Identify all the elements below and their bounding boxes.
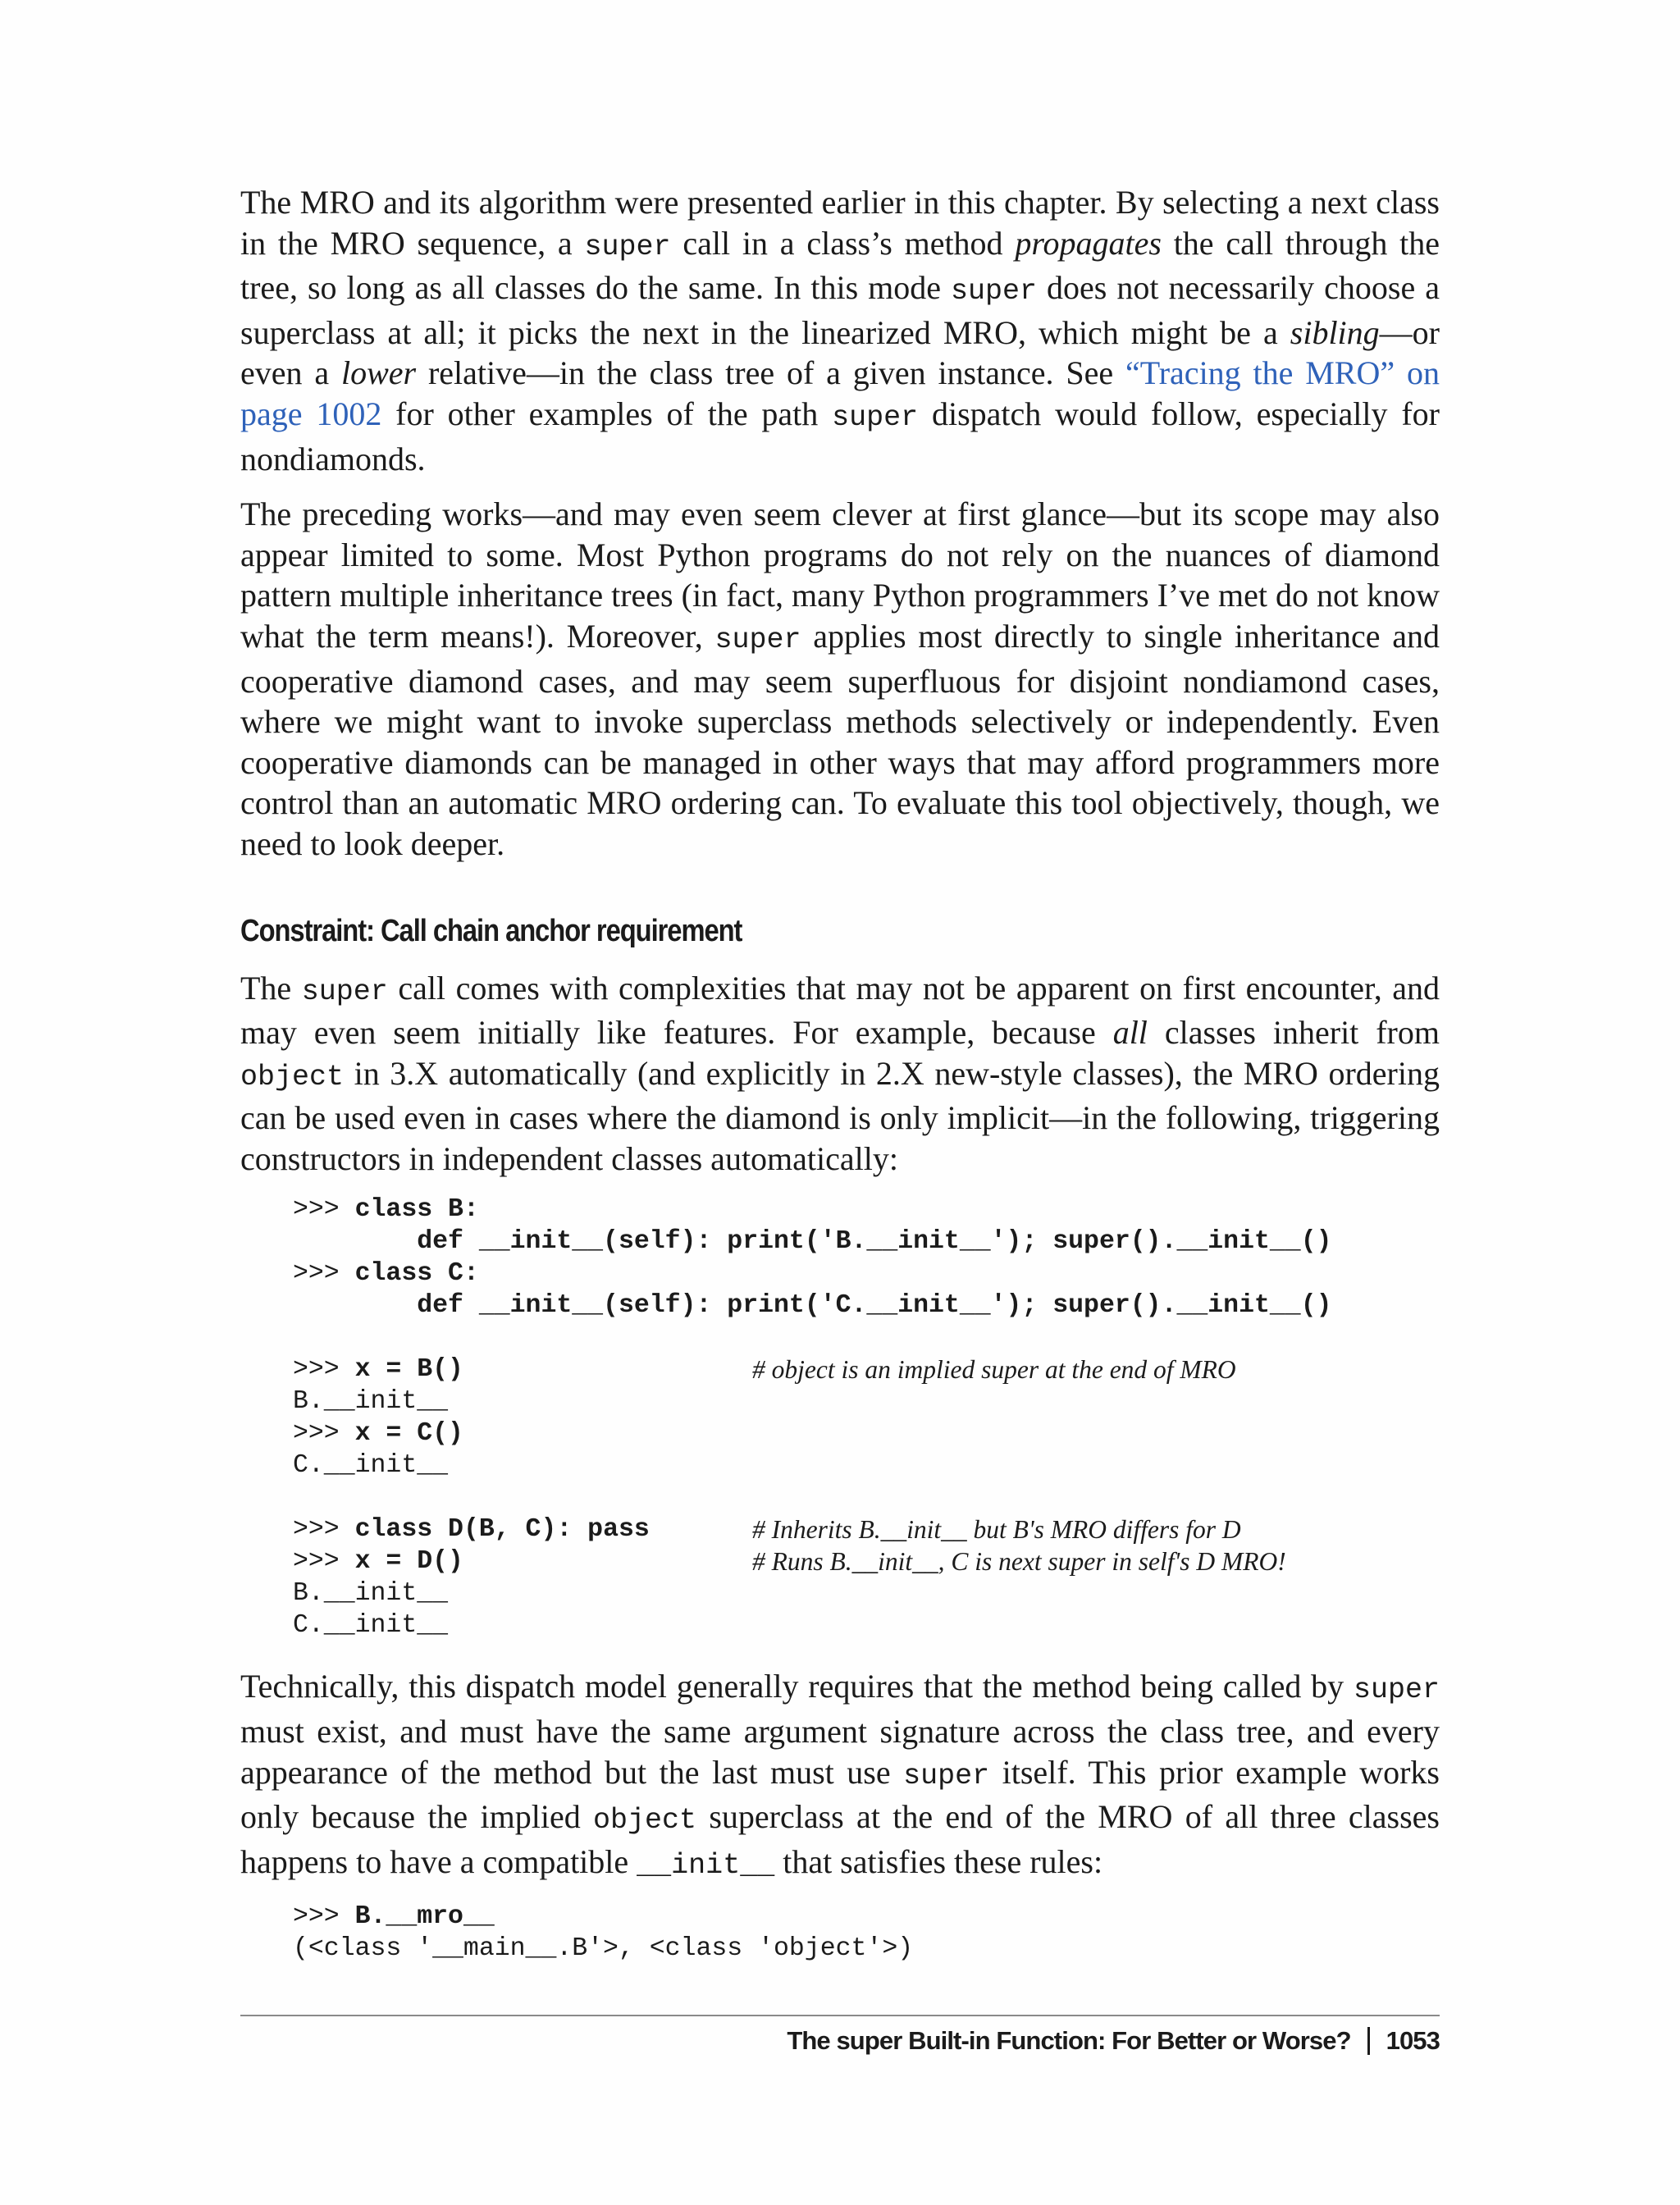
code-line: >>> x = B() # object is an implied super at the end of MRO <box>293 1355 1236 1385</box>
code-example-mro <box>240 1901 1440 1965</box>
inline-code: super <box>951 275 1038 308</box>
code-line: def __init__(self): print('B.__init__'); super().__init__() <box>293 1227 1332 1257</box>
code-output-line: C.__init__ <box>293 1451 449 1481</box>
text-run: the call through the tree, so long as all classes do the same. In this mode <box>240 224 1440 307</box>
code-output-line: (<class '__main__.B'>, <class 'object'>) <box>293 1934 914 1964</box>
emphasis: all <box>1112 1014 1148 1052</box>
emphasis: propagates <box>1015 224 1162 262</box>
footer-divider <box>240 2015 1440 2016</box>
code-output-line: B.__init__ <box>293 1579 449 1609</box>
code-example-constructors <box>240 1194 1440 1641</box>
paragraph-mro-algorithm <box>240 182 1440 479</box>
text-run: superclass at the end of the MRO of all three classes happens to have a compatible <box>240 1798 1440 1880</box>
text-run: must exist, and must have the same argument signature across the class tree, and every appearance of the method but the last must use <box>240 1713 1440 1791</box>
code-line: def __init__(self): print('C.__init__'); super().__init__() <box>293 1291 1332 1321</box>
code-comment: # Runs B.__init__, C is next super in self's D MRO! <box>752 1547 1286 1577</box>
text-run: dispatch would follow, especially for nondiamonds. <box>240 395 1440 477</box>
inline-code: super <box>1353 1673 1440 1707</box>
emphasis: sibling <box>1290 313 1380 351</box>
inline-code: super <box>584 230 671 263</box>
code-line: >>> x = C() <box>293 1419 463 1449</box>
code-line: >>> B.__mro__ <box>293 1902 495 1932</box>
inline-code: object <box>593 1804 697 1838</box>
code-comment: # Inherits B.__init__ but B's MRO differs for D <box>752 1515 1241 1545</box>
footer-separator <box>1367 2027 1370 2055</box>
inline-code: object <box>240 1060 345 1093</box>
text-run: —or even a <box>240 313 1440 392</box>
code-line: >>> class B: <box>293 1195 479 1225</box>
page-content <box>240 182 1440 1989</box>
code-output-line: B.__init__ <box>293 1387 449 1417</box>
inline-code: super <box>301 975 388 1008</box>
text-run: that satisfies these rules: <box>774 1842 1103 1880</box>
code-blank-line <box>293 1481 1440 1513</box>
emphasis: lower <box>340 354 417 392</box>
text-run: Technically, this dispatch model generally requires that the method being called by <box>240 1668 1354 1705</box>
code-line: >>> class D(B, C): pass # Inherits B.__init__ but B's MRO differs for D <box>293 1515 1241 1545</box>
text-run: call in a class’s method <box>670 224 1016 262</box>
inline-code: super <box>832 400 919 434</box>
text-run: in 3.X automatically (and explicitly in 2.X new-style classes), the MRO ordering can be used even in cases where the diamond is only implicit—in the following, triggering constructors in independent classes automatically: <box>240 1054 1440 1177</box>
footer-title: The super Built-in Function: For Better or Worse? <box>787 2026 1351 2055</box>
text-run: applies most directly to single inheritance and cooperative diamond cases, and may seem superfluous for disjoint nondiamond cases, where we might want to invoke superclass methods selectively or independently. Even cooperative diamonds can be managed in other ways that may afford programmers more control than an automatic MRO ordering can. To evaluate this tool objectively, though, we need to look deeper. <box>240 617 1440 862</box>
text-run: relative—in the class tree of a given instance. See <box>416 354 1125 392</box>
code-blank-line <box>293 1322 1440 1354</box>
inline-code: super <box>903 1759 990 1792</box>
inline-code: super <box>714 623 801 656</box>
text-run: call comes with complexities that may not be apparent on first encounter, and may even seem initially like features. For example, because <box>240 969 1440 1052</box>
code-line: >>> class C: <box>293 1259 479 1289</box>
paragraph-dispatch-model <box>240 1666 1440 1886</box>
code-line: >>> x = D() # Runs B.__init__, C is next super in self's D MRO! <box>293 1547 1286 1577</box>
code-comment: # object is an implied super at the end of MRO <box>752 1355 1236 1385</box>
text-run: does not necessarily choose a superclass at all; it picks the next in the linearized MRO, which might be a <box>240 269 1440 351</box>
text-run: itself. This prior example works only because the implied <box>240 1753 1440 1836</box>
paragraph-super-complexities <box>240 968 1440 1180</box>
text-run: The MRO and its algorithm were presented earlier in this chapter. By selecting a next class in the MRO sequence, a <box>240 184 1440 262</box>
text-run: The preceding works—and may even seem clever at first glance—but its scope may also appear limited to some. Most Python programs do not rely on the nuances of diamond pattern multiple inheritance trees (in fact, many Python programmers I’ve met do not know what the term means!). Moreover, <box>240 495 1440 655</box>
text-run: classes inherit from <box>1147 1014 1440 1052</box>
page-number: 1053 <box>1386 2026 1440 2055</box>
section-heading: Constraint: Call chain anchor requirement <box>240 913 742 948</box>
code-output-line: C.__init__ <box>293 1611 449 1641</box>
running-footer <box>787 2026 1440 2056</box>
paragraph-scope-limited <box>240 494 1440 864</box>
cross-reference-link[interactable]: “Tracing the MRO” on page 1002 <box>240 354 1440 432</box>
text-run: for other examples of the path <box>381 395 833 432</box>
inline-code: __init__ <box>637 1848 775 1882</box>
text-run: The <box>240 969 302 1007</box>
